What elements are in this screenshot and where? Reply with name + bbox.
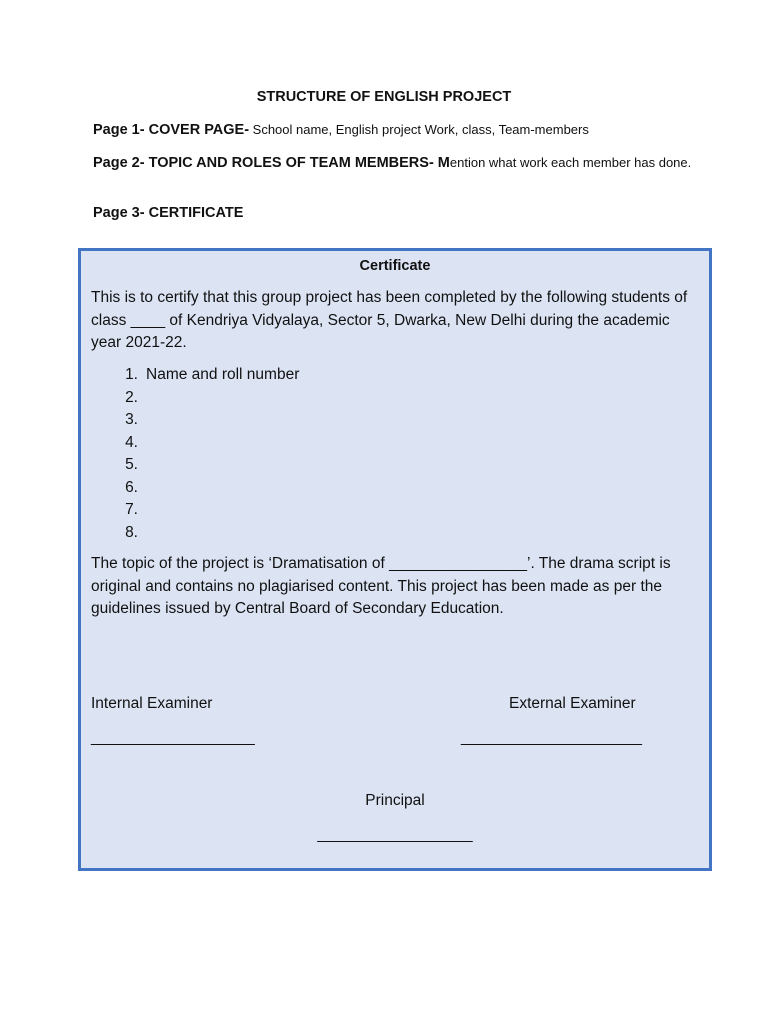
item-number: 4. [125,433,138,451]
principal-signature-line: __________________ [317,826,473,843]
page-3-line [93,204,693,222]
internal-examiner-signature-line: ___________________ [91,729,255,746]
list-item [91,409,299,432]
certificate-box [78,248,712,871]
list-item [91,477,299,500]
list-item [91,522,299,545]
item-number: 5. [125,456,138,473]
external-examiner-signature-line: _____________________ [461,729,643,746]
list-item [91,387,299,410]
item-number: 3. [125,411,138,428]
page-2-detail: ention what work each member has done. [449,155,692,170]
item-number: 1. [125,366,138,383]
item-text: Name and roll number [146,366,300,383]
page-1-detail: School name, English project Work, class, Team-members [249,122,589,137]
item-number: 2. [125,388,138,406]
certificate-title: Certificate [359,258,431,274]
page-2-line [93,153,693,173]
internal-examiner-label: Internal Examiner [91,695,213,712]
certificate-intro: This is to certify that this group project has been completed by the following students of class ____ of Kendriya Vidyalaya, Sector 5, Dwarka, New Delhi during the academic year 2021-22. [91,289,688,351]
page-3-label: Page 3- CERTIFICATE [93,205,244,221]
certificate-topic: The topic of the project is ‘Dramatisation of ________________’. The drama script is original and contains no plagiarised content. This project has been made as per the guidelines issued by Central Board of Secondary Education. [91,555,671,617]
member-list [91,364,299,544]
item-number: 7. [125,501,138,518]
external-examiner-label: External Examiner [509,695,636,712]
list-item [91,432,299,455]
page-1-line [93,121,693,139]
document-title: STRUCTURE OF ENGLISH PROJECT [256,89,512,105]
item-number: 8. [125,523,138,541]
list-item [91,364,299,387]
page-2-label: Page 2- TOPIC AND ROLES OF TEAM MEMBERS- M [93,155,450,171]
principal-label: Principal [365,792,425,809]
list-item [91,454,299,477]
item-number: 6. [125,478,138,496]
page-1-label: Page 1- COVER PAGE- [93,122,250,138]
list-item [91,499,299,522]
